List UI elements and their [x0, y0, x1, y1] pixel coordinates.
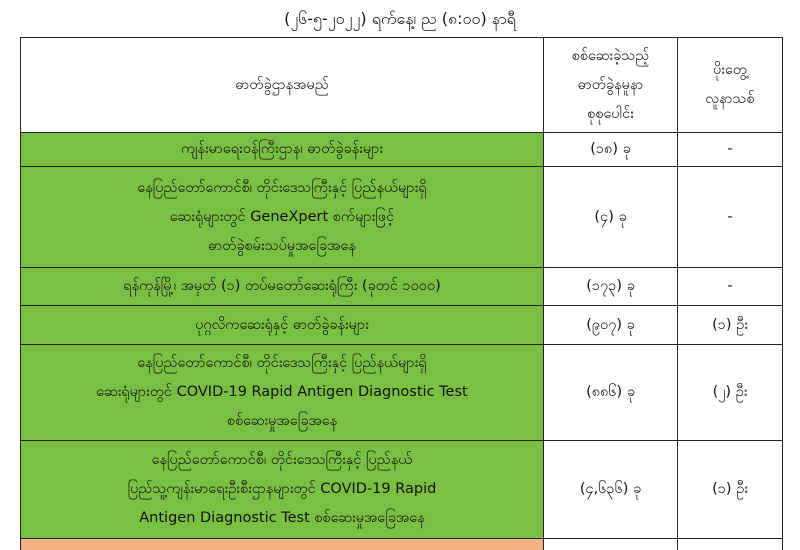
header-new-positive-line: ပိုးတွေ့: [713, 62, 747, 78]
lab-name-line: ဆေးရုံများတွင် GeneXpert စက်များဖြင့်: [169, 208, 395, 225]
header-total-samples-line: ဓာတ်ခွဲနမူနာ: [577, 76, 644, 93]
lab-name-cell: [21, 441, 544, 539]
table-row-partial: [21, 539, 783, 550]
samples-cell-cut-off: [544, 539, 678, 550]
table-row: [21, 133, 783, 167]
header-total-samples-line: စစ်ဆေးခဲ့သည့်: [571, 47, 650, 64]
header-total-samples: [544, 38, 678, 133]
lab-name-line: စစ်ဆေးမှုအခြေအနေ: [226, 413, 338, 429]
table-header-row: [21, 38, 783, 133]
lab-name-line: ပုဂ္ဂလိကဆေးရုံနှင့် ဓာတ်ခွဲခန်းများ: [195, 316, 369, 333]
lab-name-cell: [21, 167, 544, 268]
lab-name-cell: [21, 345, 544, 441]
table-row: [21, 268, 783, 306]
table-row: [21, 345, 783, 441]
lab-name-line: ရန်ကုန်မြို့၊ အမှတ် (၁) တပ်မတော်ဆေးရုံကြီး (ခုတင် ၁၀၀၀): [123, 278, 441, 294]
positive-cell: (၂) ဦး: [678, 345, 783, 441]
lab-name-line: ကျန်းမာရေးဝန်ကြီးဌာန၊ ဓာတ်ခွဲခန်းများ: [180, 141, 384, 157]
samples-cell: (၄,၆၃၆) ခု: [544, 441, 678, 539]
samples-cell: (၁၇၃) ခု: [544, 268, 678, 306]
positive-cell: -: [678, 167, 783, 268]
report-date-title: (၂၆-၅-၂၀၂၂) ရက်နေ့၊ ည (၈:၀၀) နာရီ: [284, 9, 516, 28]
lab-name-cell: [21, 306, 544, 345]
lab-name-line: ပြည်သူ့ကျန်းမာရေးဦးစီးဌာနများတွင် COVID-19 Rapid: [127, 481, 437, 497]
lab-name-line: ဆေးရုံများတွင် COVID-19 Rapid Antigen Diagnostic Test: [96, 384, 468, 400]
positive-cell-cut-off: [678, 539, 783, 550]
positive-cell: (၁) ဦး: [678, 306, 783, 345]
lab-name-line: နေပြည်တော်ကောင်စီ၊ တိုင်းဒေသကြီးနှင့် ပြည်နယ်များရှိ: [137, 355, 427, 371]
table-row: [21, 167, 783, 268]
positive-cell: (၁) ဦး: [678, 441, 783, 539]
lab-name-line: Antigen Diagnostic Test စစ်ဆေးမှုအခြေအနေ: [139, 510, 425, 526]
samples-cell: (၈၈၆) ခု: [544, 345, 678, 441]
lab-name-line: နေပြည်တော်ကောင်စီ၊ တိုင်းဒေသကြီးနှင့် ပြည်နယ်: [151, 452, 413, 468]
samples-cell: (၁၈) ခု: [544, 133, 678, 167]
header-lab-name-line: ဓာတ်ခွဲဌာနအမည်: [235, 76, 329, 93]
table-row: [21, 441, 783, 539]
positive-cell: -: [678, 133, 783, 167]
samples-cell: (၄) ခု: [544, 167, 678, 268]
positive-cell: -: [678, 268, 783, 306]
lab-name-line: နေပြည်တော်ကောင်စီ၊ တိုင်းဒေသကြီးနှင့် ပြည်နယ်များရှိ: [137, 179, 427, 196]
header-lab-name: [21, 38, 544, 133]
lab-name-cell: [21, 133, 544, 167]
lab-testing-table: [20, 37, 783, 550]
header-total-samples-line: စုစုပေါင်း: [587, 105, 634, 122]
header-new-positive-line: လူနာသစ်: [705, 91, 755, 107]
table-row: [21, 306, 783, 345]
lab-name-cell-cut-off: [21, 539, 544, 550]
samples-cell: (၉၀၇) ခု: [544, 306, 678, 345]
lab-name-line: ဓာတ်ခွဲစမ်းသပ်မှုအခြေအနေ: [208, 237, 356, 254]
lab-name-cell: [21, 268, 544, 306]
header-new-positive: [678, 38, 783, 133]
